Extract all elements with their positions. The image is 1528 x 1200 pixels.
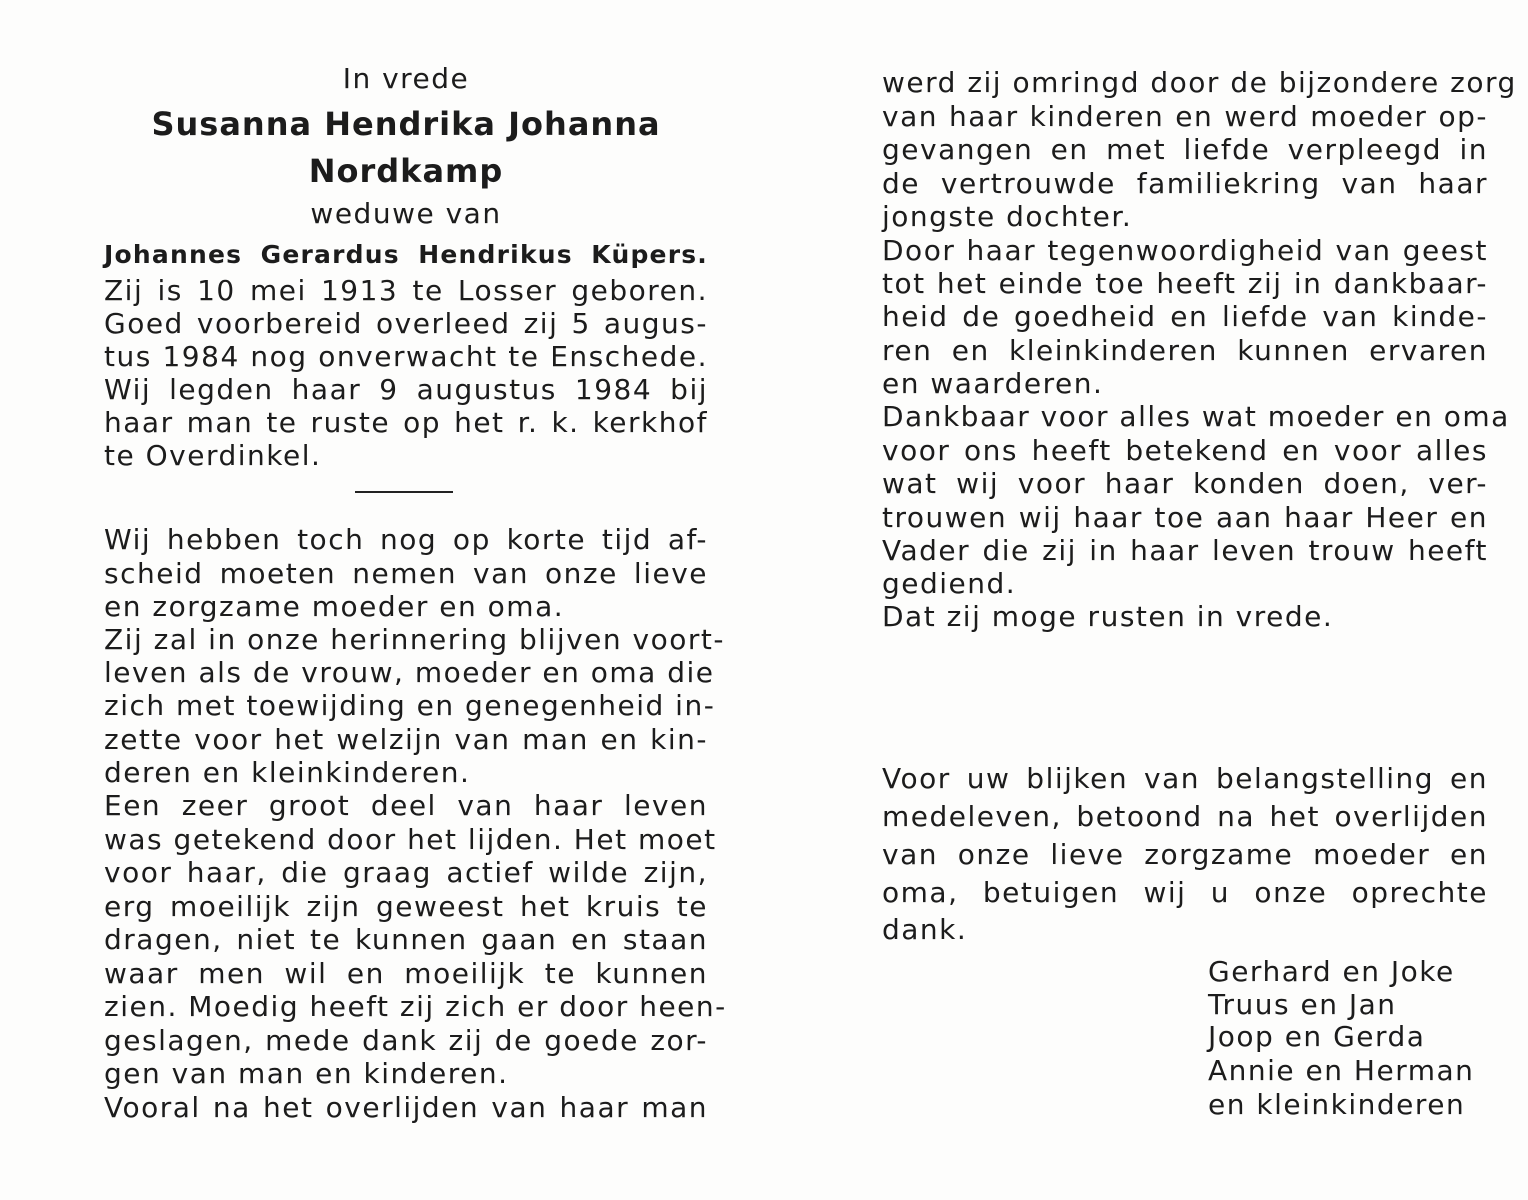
body-line: Vader die zij in haar leven trouw heeft	[882, 534, 1488, 567]
body-line: zette voor het welzijn van man en kin-	[104, 723, 708, 756]
body-line: waar men wil en moeilijk te kunnen	[104, 957, 708, 990]
body-line: geslagen, mede dank zij de goede zor-	[104, 1024, 708, 1057]
bio-line: te Overdinkel.	[104, 439, 322, 472]
deceased-name-line-2: Nordkamp	[308, 152, 504, 190]
body-line: werd zij omringd door de bijzondere zorg	[882, 66, 1517, 99]
signoff-line: en kleinkinderen	[1208, 1088, 1466, 1121]
body-line: voor haar, die graag actief wilde zijn,	[104, 856, 708, 889]
body-line: trouwen wij haar toe aan haar Heer en	[882, 501, 1488, 534]
body-line: zien. Moedig heeft zij zich er door heen-	[104, 990, 727, 1023]
body-line: dragen, niet te kunnen gaan en staan	[104, 923, 708, 956]
body-line: ren en kleinkinderen kunnen ervaren	[882, 334, 1488, 367]
body-line: Dat zij moge rusten in vrede.	[882, 600, 1334, 633]
body-line: Een zeer groot deel van haar leven	[104, 789, 708, 822]
bio-line: Goed voorbereid overleed zij 5 augus-	[104, 307, 708, 340]
signoff-line: Joop en Gerda	[1208, 1020, 1426, 1053]
thanks-line: van onze lieve zorgzame moeder en	[882, 838, 1488, 871]
deceased-name-line-1: Susanna Hendrika Johanna	[151, 105, 661, 143]
body-line: Wij hebben toch nog op korte tijd af-	[104, 523, 708, 556]
signoff-line: Annie en Herman	[1208, 1054, 1475, 1087]
body-line: zich met toewijding en genegenheid in-	[104, 689, 716, 722]
divider	[355, 491, 453, 493]
body-line: tot het einde toe heeft zij in dankbaar-	[882, 267, 1488, 300]
body-line: heid de goedheid en liefde van kinde-	[882, 300, 1488, 333]
body-line: Zij zal in onze herinnering blijven voort-	[104, 623, 725, 656]
bio-line: tus 1984 nog onverwacht te Enschede.	[104, 340, 708, 373]
thanks-line: dank.	[882, 913, 968, 946]
thanks-line: oma, betuigen wij u onze oprechte	[882, 876, 1488, 909]
body-line: was getekend door het lijden. Het moet	[104, 823, 717, 856]
body-line: erg moeilijk zijn geweest het kruis te	[104, 890, 708, 923]
bio-line: haar man te ruste op het r. k. kerkhof	[104, 406, 708, 439]
motto: In vrede	[342, 62, 470, 95]
body-line: jongste dochter.	[882, 200, 1133, 233]
body-line: wat wij voor haar konden doen, ver-	[882, 467, 1488, 500]
spouse-name: Johannes Gerardus Hendrikus Küpers.	[104, 240, 708, 269]
body-line: de vertrouwde familiekring van haar	[882, 167, 1488, 200]
body-line: gen van man en kinderen.	[104, 1057, 509, 1090]
body-line: deren en kleinkinderen.	[104, 756, 471, 789]
bio-line: Zij is 10 mei 1913 te Losser geboren.	[104, 274, 708, 307]
body-line: Vooral na het overlijden van haar man	[104, 1091, 708, 1124]
widow-of: weduwe van	[310, 197, 502, 230]
body-line: van haar kinderen en werd moeder op-	[882, 100, 1488, 133]
body-line: leven als de vrouw, moeder en oma die	[104, 656, 715, 689]
thanks-line: Voor uw blijken van belangstelling en	[882, 762, 1488, 795]
body-line: Door haar tegenwoordigheid van geest	[882, 234, 1488, 267]
body-line: Dankbaar voor alles wat moeder en oma	[882, 400, 1510, 433]
signoff-line: Truus en Jan	[1208, 988, 1397, 1021]
thanks-line: medeleven, betoond na het overlijden	[882, 800, 1488, 833]
signoff-line: Gerhard en Joke	[1208, 955, 1455, 988]
body-line: en waarderen.	[882, 367, 1104, 400]
body-line: scheid moeten nemen van onze lieve	[104, 557, 708, 590]
body-line: voor ons heeft betekend en voor alles	[882, 434, 1488, 467]
body-line: en zorgzame moeder en oma.	[104, 590, 565, 623]
bio-line: Wij legden haar 9 augustus 1984 bij	[104, 373, 708, 406]
body-line: gediend.	[882, 567, 1017, 600]
body-line: gevangen en met liefde verpleegd in	[882, 133, 1488, 166]
